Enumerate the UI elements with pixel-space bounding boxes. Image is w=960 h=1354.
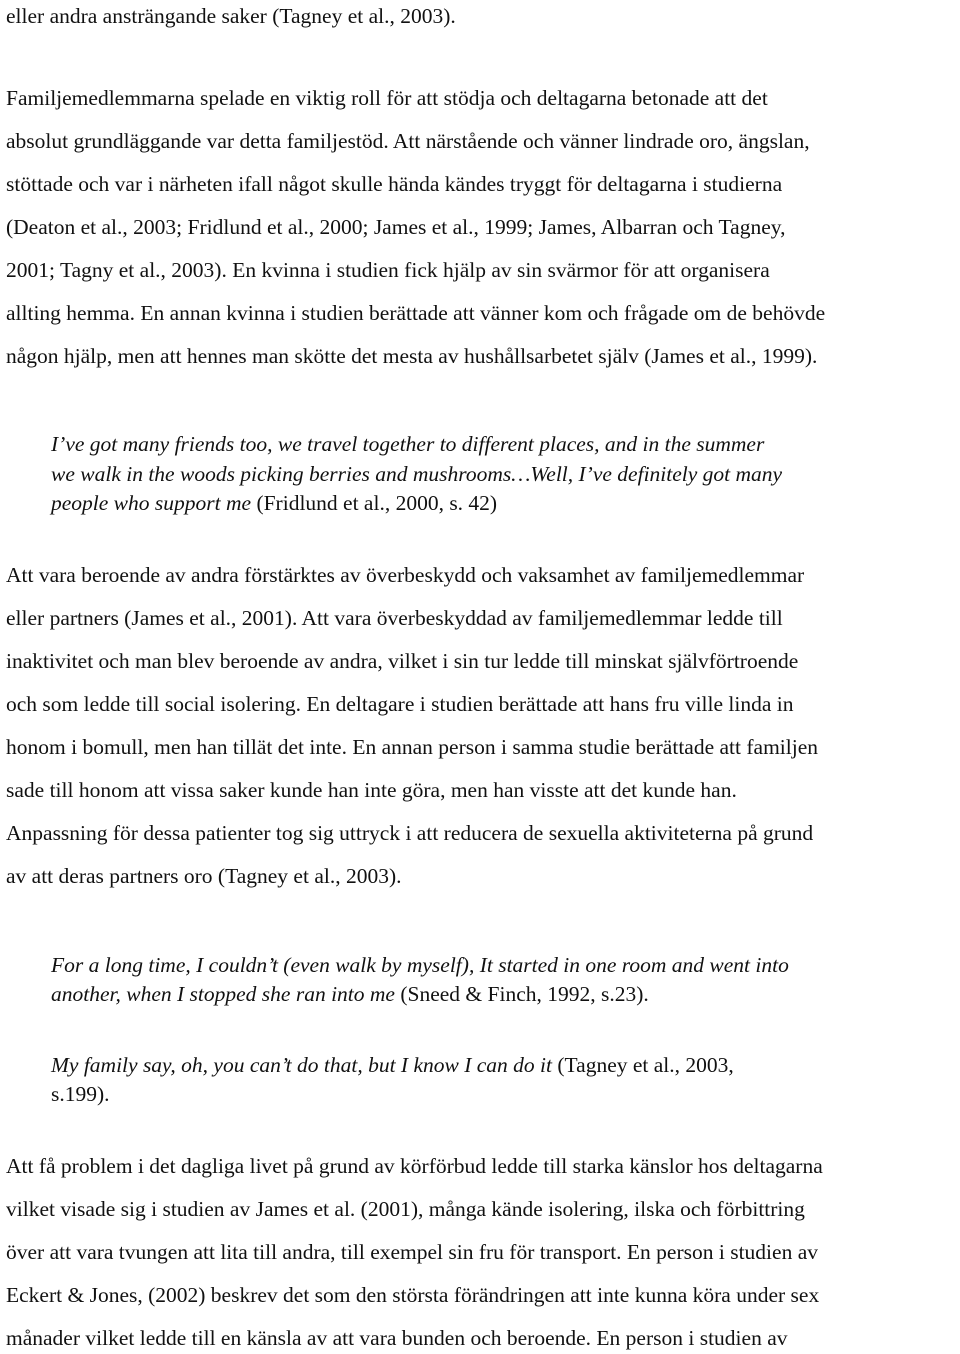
text-line: allting hemma. En annan kvinna i studien berättade att vänner kom och frågade om de behövde	[6, 301, 826, 325]
text-line: Eckert & Jones, (2002) beskrev det som den största förändringen att inte kunna köra under sex	[6, 1283, 820, 1307]
text-line: eller andra ansträngande saker (Tagney et al., 2003).	[6, 4, 456, 28]
block-quote-line: another, when I stopped she ran into me (Sneed & Finch, 1992, s.23).	[51, 982, 649, 1006]
text-line: Anpassning för dessa patienter tog sig uttryck i att reducera de sexuella aktiviteterna på grund	[6, 821, 814, 845]
text-line: månader vilket ledde till en känsla av att vara bunden och beroende. En person i studien av	[6, 1326, 788, 1350]
block-quote-line: people who support me (Fridlund et al., 2000, s. 42)	[51, 491, 498, 515]
text-line: sade till honom att vissa saker kunde han inte göra, men han visste att det kunde han.	[6, 778, 737, 802]
text-line: eller partners (James et al., 2001). Att vara överbeskyddad av familjemedlemmar ledde till	[6, 606, 783, 630]
text-line: stöttade och var i närheten ifall något skulle hända kändes tryggt för deltagarna i studierna	[6, 172, 783, 196]
text-line: Familjemedlemmarna spelade en viktig roll för att stödja och deltagarna betonade att det	[6, 86, 768, 110]
block-quote-line: we walk in the woods picking berries and mushrooms…Well, I’ve definitely got many	[51, 462, 783, 486]
text-line: inaktivitet och man blev beroende av andra, vilket i sin tur ledde till minskat självförtroende	[6, 649, 799, 673]
block-quote-line: For a long time, I couldn’t (even walk by myself), It started in one room and went into	[51, 953, 789, 977]
text-line: (Deaton et al., 2003; Fridlund et al., 2000; James et al., 1999; James, Albarran och Tagney,	[6, 215, 786, 239]
text-line: Att vara beroende av andra förstärktes av överbeskydd och vaksamhet av familjemedlemmar	[6, 563, 805, 587]
text-line: absolut grundläggande var detta familjestöd. Att närstående och vänner lindrade oro, ängslan,	[6, 129, 810, 153]
block-quote-line: My family say, oh, you can’t do that, but I know I can do it (Tagney et al., 2003,	[51, 1053, 734, 1077]
text-line: någon hjälp, men att hennes man skötte det mesta av hushållsarbetet själv (James et al., 1999).	[6, 344, 818, 368]
block-quote-line: I’ve got many friends too, we travel together to different places, and in the summer	[51, 432, 765, 456]
text-line: över att vara tvungen att lita till andra, till exempel sin fru för transport. En person i studien av	[6, 1240, 818, 1264]
text-line: 2001; Tagny et al., 2003). En kvinna i studien fick hjälp av sin svärmor för att organisera	[6, 258, 770, 282]
text-line: Att få problem i det dagliga livet på grund av körförbud ledde till starka känslor hos deltagarna	[6, 1154, 823, 1178]
block-quote-line: s.199).	[51, 1082, 110, 1106]
text-line: honom i bomull, men han tillät det inte. En annan person i samma studie berättade att familjen	[6, 735, 819, 759]
text-line: vilket visade sig i studien av James et al. (2001), många kände isolering, ilska och förbittring	[6, 1197, 805, 1221]
text-line: och som ledde till social isolering. En deltagare i studien berättade att hans fru ville linda in	[6, 692, 794, 716]
text-line: av att deras partners oro (Tagney et al., 2003).	[6, 864, 402, 888]
